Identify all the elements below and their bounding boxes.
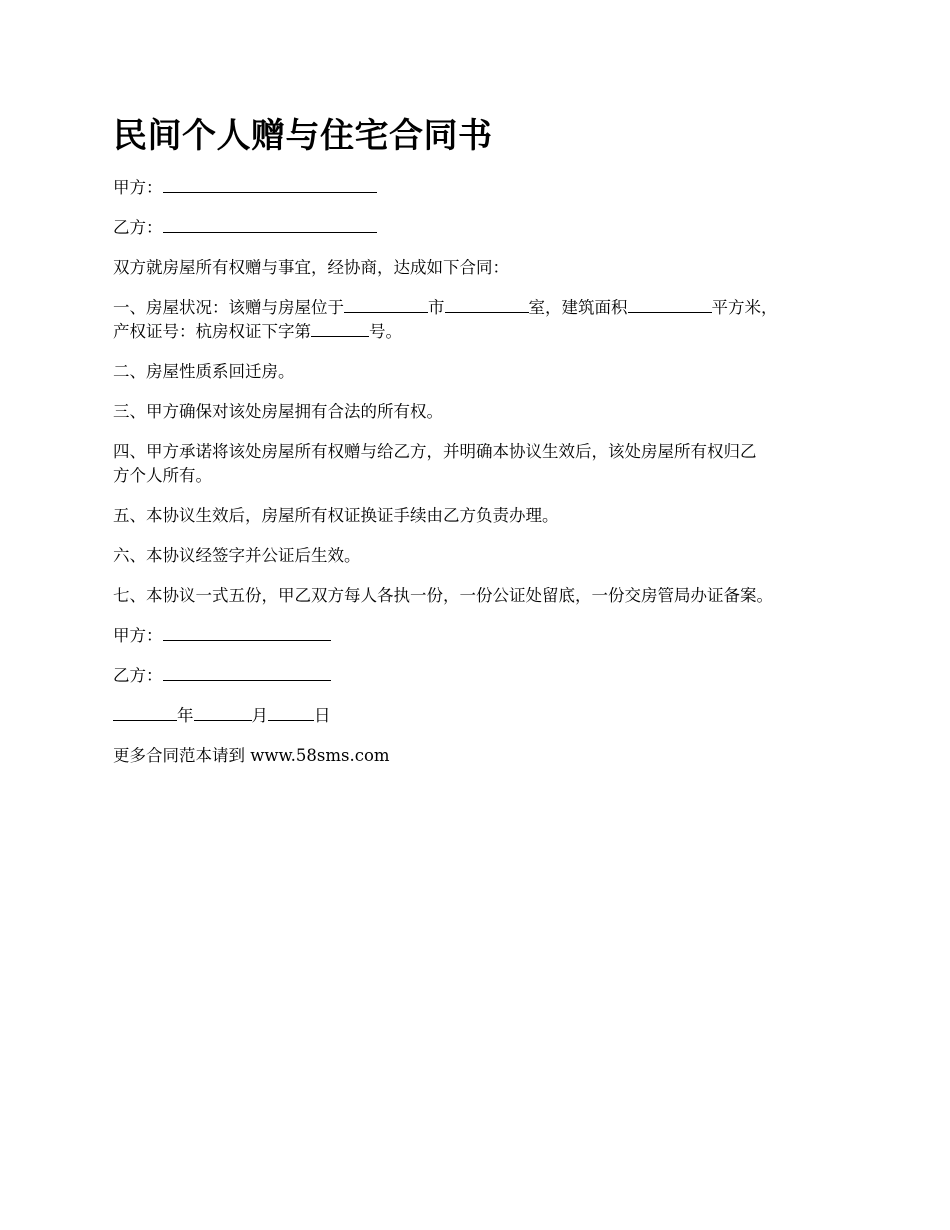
clause-1-line-1 <box>113 296 853 320</box>
date-line <box>113 704 853 728</box>
signature-party-a-blank <box>163 626 331 641</box>
signature-party-a-line <box>113 624 853 648</box>
clause-6: 六、本协议经签字并公证后生效。 <box>113 546 361 565</box>
city-blank <box>344 298 428 313</box>
month-blank <box>194 706 252 721</box>
footer-note: 更多合同范本请到 www.58sms.com <box>113 746 390 765</box>
party-b-blank <box>163 218 377 233</box>
month-label: 月 <box>251 706 268 725</box>
party-a-label: 甲方： <box>113 178 163 197</box>
room-blank <box>445 298 529 313</box>
clause-1 <box>113 296 853 344</box>
signature-party-b-blank <box>163 666 331 681</box>
signature-party-b-label: 乙方： <box>113 666 163 685</box>
year-blank <box>113 706 177 721</box>
day-blank <box>268 706 314 721</box>
party-a-line <box>113 176 853 200</box>
party-b-label: 乙方： <box>113 218 163 237</box>
clause-4 <box>113 440 853 488</box>
clause-1-city-suffix: 市 <box>428 298 445 317</box>
area-blank <box>628 298 712 313</box>
clause-1-prefix: 一、房屋状况：该赠与房屋位于 <box>113 298 344 317</box>
clause-1-area-suffix: 平方米， <box>711 298 778 317</box>
clause-1-line-2-suffix: 号。 <box>369 322 402 341</box>
clause-2: 二、房屋性质系回迁房。 <box>113 362 295 381</box>
year-label: 年 <box>177 706 194 725</box>
signature-party-a-label: 甲方： <box>113 626 163 645</box>
clause-3: 三、甲方确保对该处房屋拥有合法的所有权。 <box>113 402 443 421</box>
day-label: 日 <box>314 706 331 725</box>
document-title: 民间个人赠与住宅合同书 <box>113 116 493 156</box>
clause-4-line-1: 四、甲方承诺将该处房屋所有权赠与给乙方，并明确本协议生效后，该处房屋所有权归乙 <box>113 442 757 461</box>
party-a-blank <box>163 178 377 193</box>
clause-5: 五、本协议生效后，房屋所有权证换证手续由乙方负责办理。 <box>113 506 559 525</box>
clause-1-line-2 <box>113 320 853 344</box>
clause-1-line-2-prefix: 产权证号：杭房权证下字第 <box>113 322 311 341</box>
certificate-number-blank <box>311 322 369 337</box>
signature-party-b-line <box>113 664 853 688</box>
clause-4-line-2: 方个人所有。 <box>113 466 212 485</box>
clause-1-room-suffix: 室，建筑面积 <box>528 298 628 317</box>
contract-document <box>113 112 853 784</box>
party-b-line <box>113 216 853 240</box>
intro-paragraph: 双方就房屋所有权赠与事宜，经协商，达成如下合同： <box>113 258 509 277</box>
clause-7: 七、本协议一式五份，甲乙双方每人各执一份，一份公证处留底，一份交房管局办证备案。 <box>113 586 773 605</box>
